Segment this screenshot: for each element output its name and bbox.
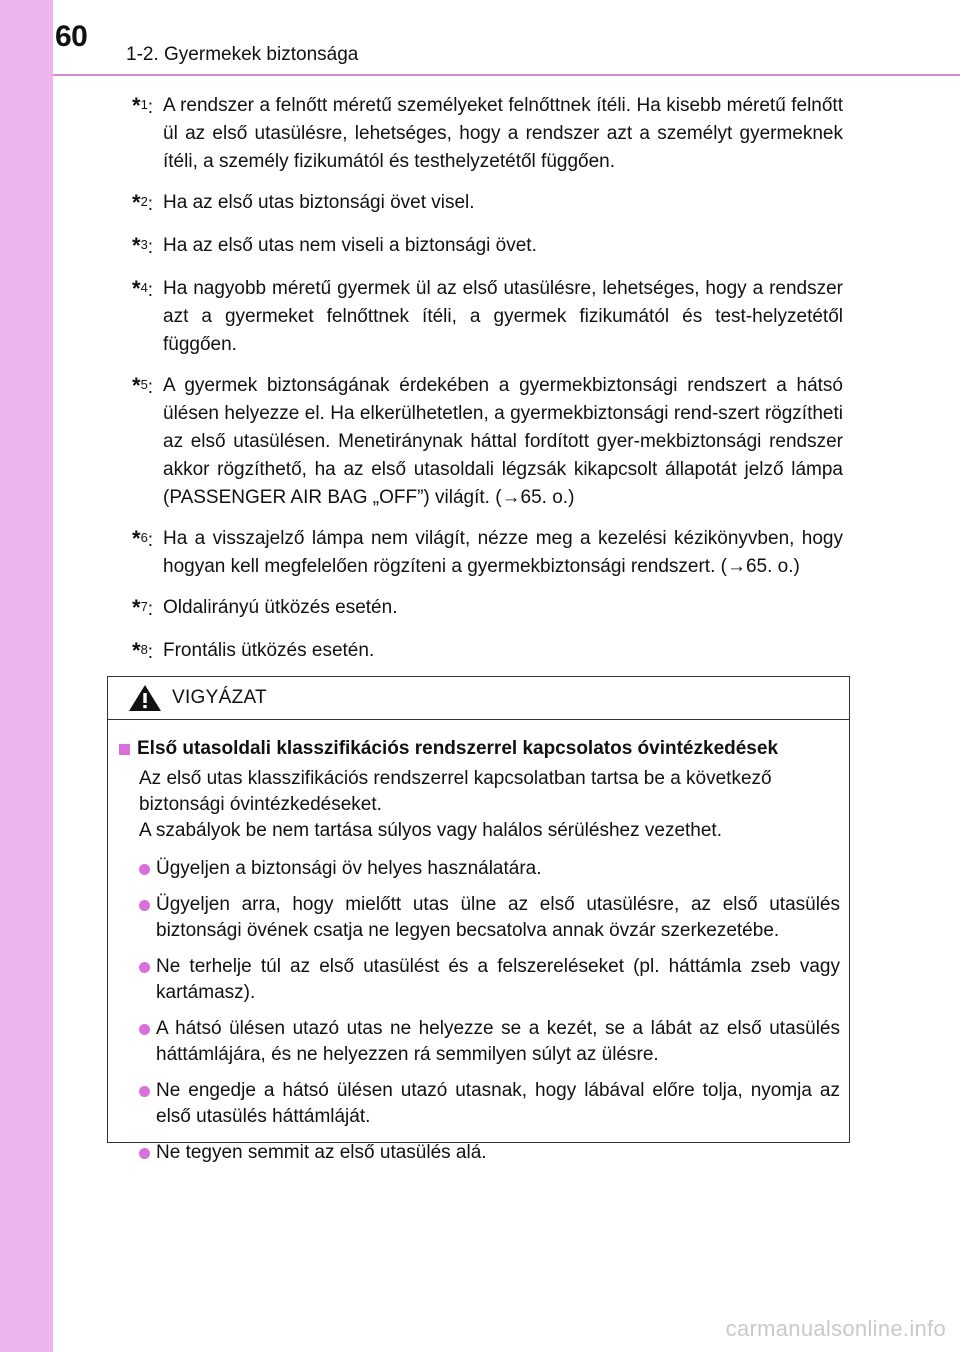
footnote-text: Ha a visszajelző lámpa nem világít, nézze meg a kezelési kézikönyvben, hogy hogyan kell megfelelően rögzíteni a gyermekbiztonsági rendszert. (→65. o.) xyxy=(163,528,843,577)
footnote xyxy=(107,372,843,512)
bullet-dot-icon xyxy=(139,1086,150,1097)
footnote-list xyxy=(107,92,843,680)
footnote-marker: *$^2$: xyxy=(132,190,154,215)
caution-intro-text-2: A szabályok be nem tartása súlyos vagy halálos sérüléshez vezethet. xyxy=(139,820,722,841)
list-item xyxy=(119,892,840,944)
caution-bullet-list xyxy=(119,856,840,1166)
caution-intro xyxy=(119,766,840,844)
footnote-marker: *$^1$: xyxy=(132,93,154,118)
warning-triangle-icon xyxy=(128,684,162,712)
list-item-text: Ügyeljen arra, hogy mielőtt utas ülne az első utasülésre, az első utasülés biztonsági övének csatja ne legyen becsatolva annak övzár szerkezetébe. xyxy=(156,894,840,941)
section-title: 1-2. Gyermekek biztonsága xyxy=(126,44,359,65)
footnote-marker: *$^5$: xyxy=(132,373,154,398)
footnote-number: 4 xyxy=(140,280,148,295)
caution-box xyxy=(107,676,850,1163)
footnote-marker: *$^3$: xyxy=(132,233,154,258)
caution-body xyxy=(108,720,849,1166)
footnote xyxy=(107,525,843,581)
footnote-number: 2 xyxy=(140,194,148,209)
footnote xyxy=(107,275,843,359)
side-color-band xyxy=(0,0,53,1352)
caution-heading xyxy=(119,736,840,762)
footnote xyxy=(107,637,843,667)
list-item xyxy=(119,856,840,882)
list-item xyxy=(119,1078,840,1130)
bullet-dot-icon xyxy=(139,1148,150,1159)
footnote-number: 8 xyxy=(140,642,148,657)
bullet-dot-icon xyxy=(139,1024,150,1035)
footnote xyxy=(107,232,843,262)
footnote xyxy=(107,594,843,624)
header-divider xyxy=(53,74,960,76)
footnote-marker: *$^7$: xyxy=(132,595,154,620)
footnote-marker: *$^6$: xyxy=(132,526,154,551)
footnote-number: 5 xyxy=(140,377,148,392)
watermark: carmanualsonline.info xyxy=(725,1316,946,1341)
caution-header xyxy=(108,677,849,720)
footnote xyxy=(107,92,843,176)
footnote-number: 7 xyxy=(140,599,148,614)
footnote-text: Ha az első utas biztonsági övet visel. xyxy=(163,192,475,213)
footnote-text: Ha nagyobb méretű gyermek ül az első utasülésre, lehetséges, hogy a rendszer azt a gyermeket felnőttnek ítéli, a gyermek fizikumától és test-helyzetétől függően. xyxy=(163,278,843,355)
footnote-text: Oldalirányú ütközés esetén. xyxy=(163,597,398,618)
caution-label: VIGYÁZAT xyxy=(172,687,267,708)
footnote-marker: *$^4$: xyxy=(132,276,154,301)
page-number: 60 xyxy=(55,20,88,53)
list-item-text: Ügyeljen a biztonsági öv helyes használatára. xyxy=(156,858,542,879)
bullet-dot-icon xyxy=(139,962,150,973)
footnote-marker: *$^8$: xyxy=(132,638,154,663)
list-item xyxy=(119,954,840,1006)
footnote-text: A gyermek biztonságának érdekében a gyermekbiztonsági rendszert a hátsó ülésen helyezze el. Ha elkerülhetetlen, a gyermekbiztonsági rend-szert rögzítheti az első utasülésen. Menetiránynak háttal fordított gyer-mekbiztonsági rendszer akkor rögzíthető, ha az első utasoldali légzsák kikapcsolt állapotát jelző lámpa (PASSENGER AIR BAG „OFF”) világít. (→65. o.) xyxy=(163,375,843,508)
caution-intro-text: Az első utas klasszifikációs rendszerrel kapcsolatban tartsa be a következő biztonsági óvintézkedéseket. xyxy=(139,768,772,815)
footnote-text: A rendszer a felnőtt méretű személyeket felnőttnek ítéli. Ha kisebb méretű felnőtt ül az első utasülésre, lehetséges, hogy a rendszer azt a személyt gyermeknek ítéli, a személy fizikumától és testhelyzetétől függően. xyxy=(163,95,843,172)
list-item xyxy=(119,1016,840,1068)
caution-heading-text: Első utasoldali klasszifikációs rendszerrel kapcsolatos óvintézkedések xyxy=(137,738,779,759)
footnote-number: 1 xyxy=(140,97,148,112)
footnote xyxy=(107,189,843,219)
list-item-text: Ne engedje a hátsó ülésen utazó utasnak, hogy lábával előre tolja, nyomja az első utasülés háttámláját. xyxy=(156,1080,840,1127)
square-bullet-icon xyxy=(119,744,130,755)
footnote-text: Ha az első utas nem viseli a biztonsági övet. xyxy=(163,235,537,256)
list-item-text: Ne terhelje túl az első utasülést és a felszereléseket (pl. háttámla zseb vagy kartámasz). xyxy=(156,956,840,1003)
footnote-number: 6 xyxy=(140,530,148,545)
bullet-dot-icon xyxy=(139,900,150,911)
footnote-text: Frontális ütközés esetén. xyxy=(163,640,375,661)
bullet-dot-icon xyxy=(139,864,150,875)
list-item-text: A hátsó ülésen utazó utas ne helyezze se a kezét, se a lábát az első utasülés háttámlájára, és ne helyezzen rá semmilyen súlyt az ülésre. xyxy=(156,1018,840,1065)
list-item-text: Ne tegyen semmit az első utasülés alá. xyxy=(156,1142,487,1163)
list-item xyxy=(119,1140,840,1166)
footnote-number: 3 xyxy=(140,237,148,252)
